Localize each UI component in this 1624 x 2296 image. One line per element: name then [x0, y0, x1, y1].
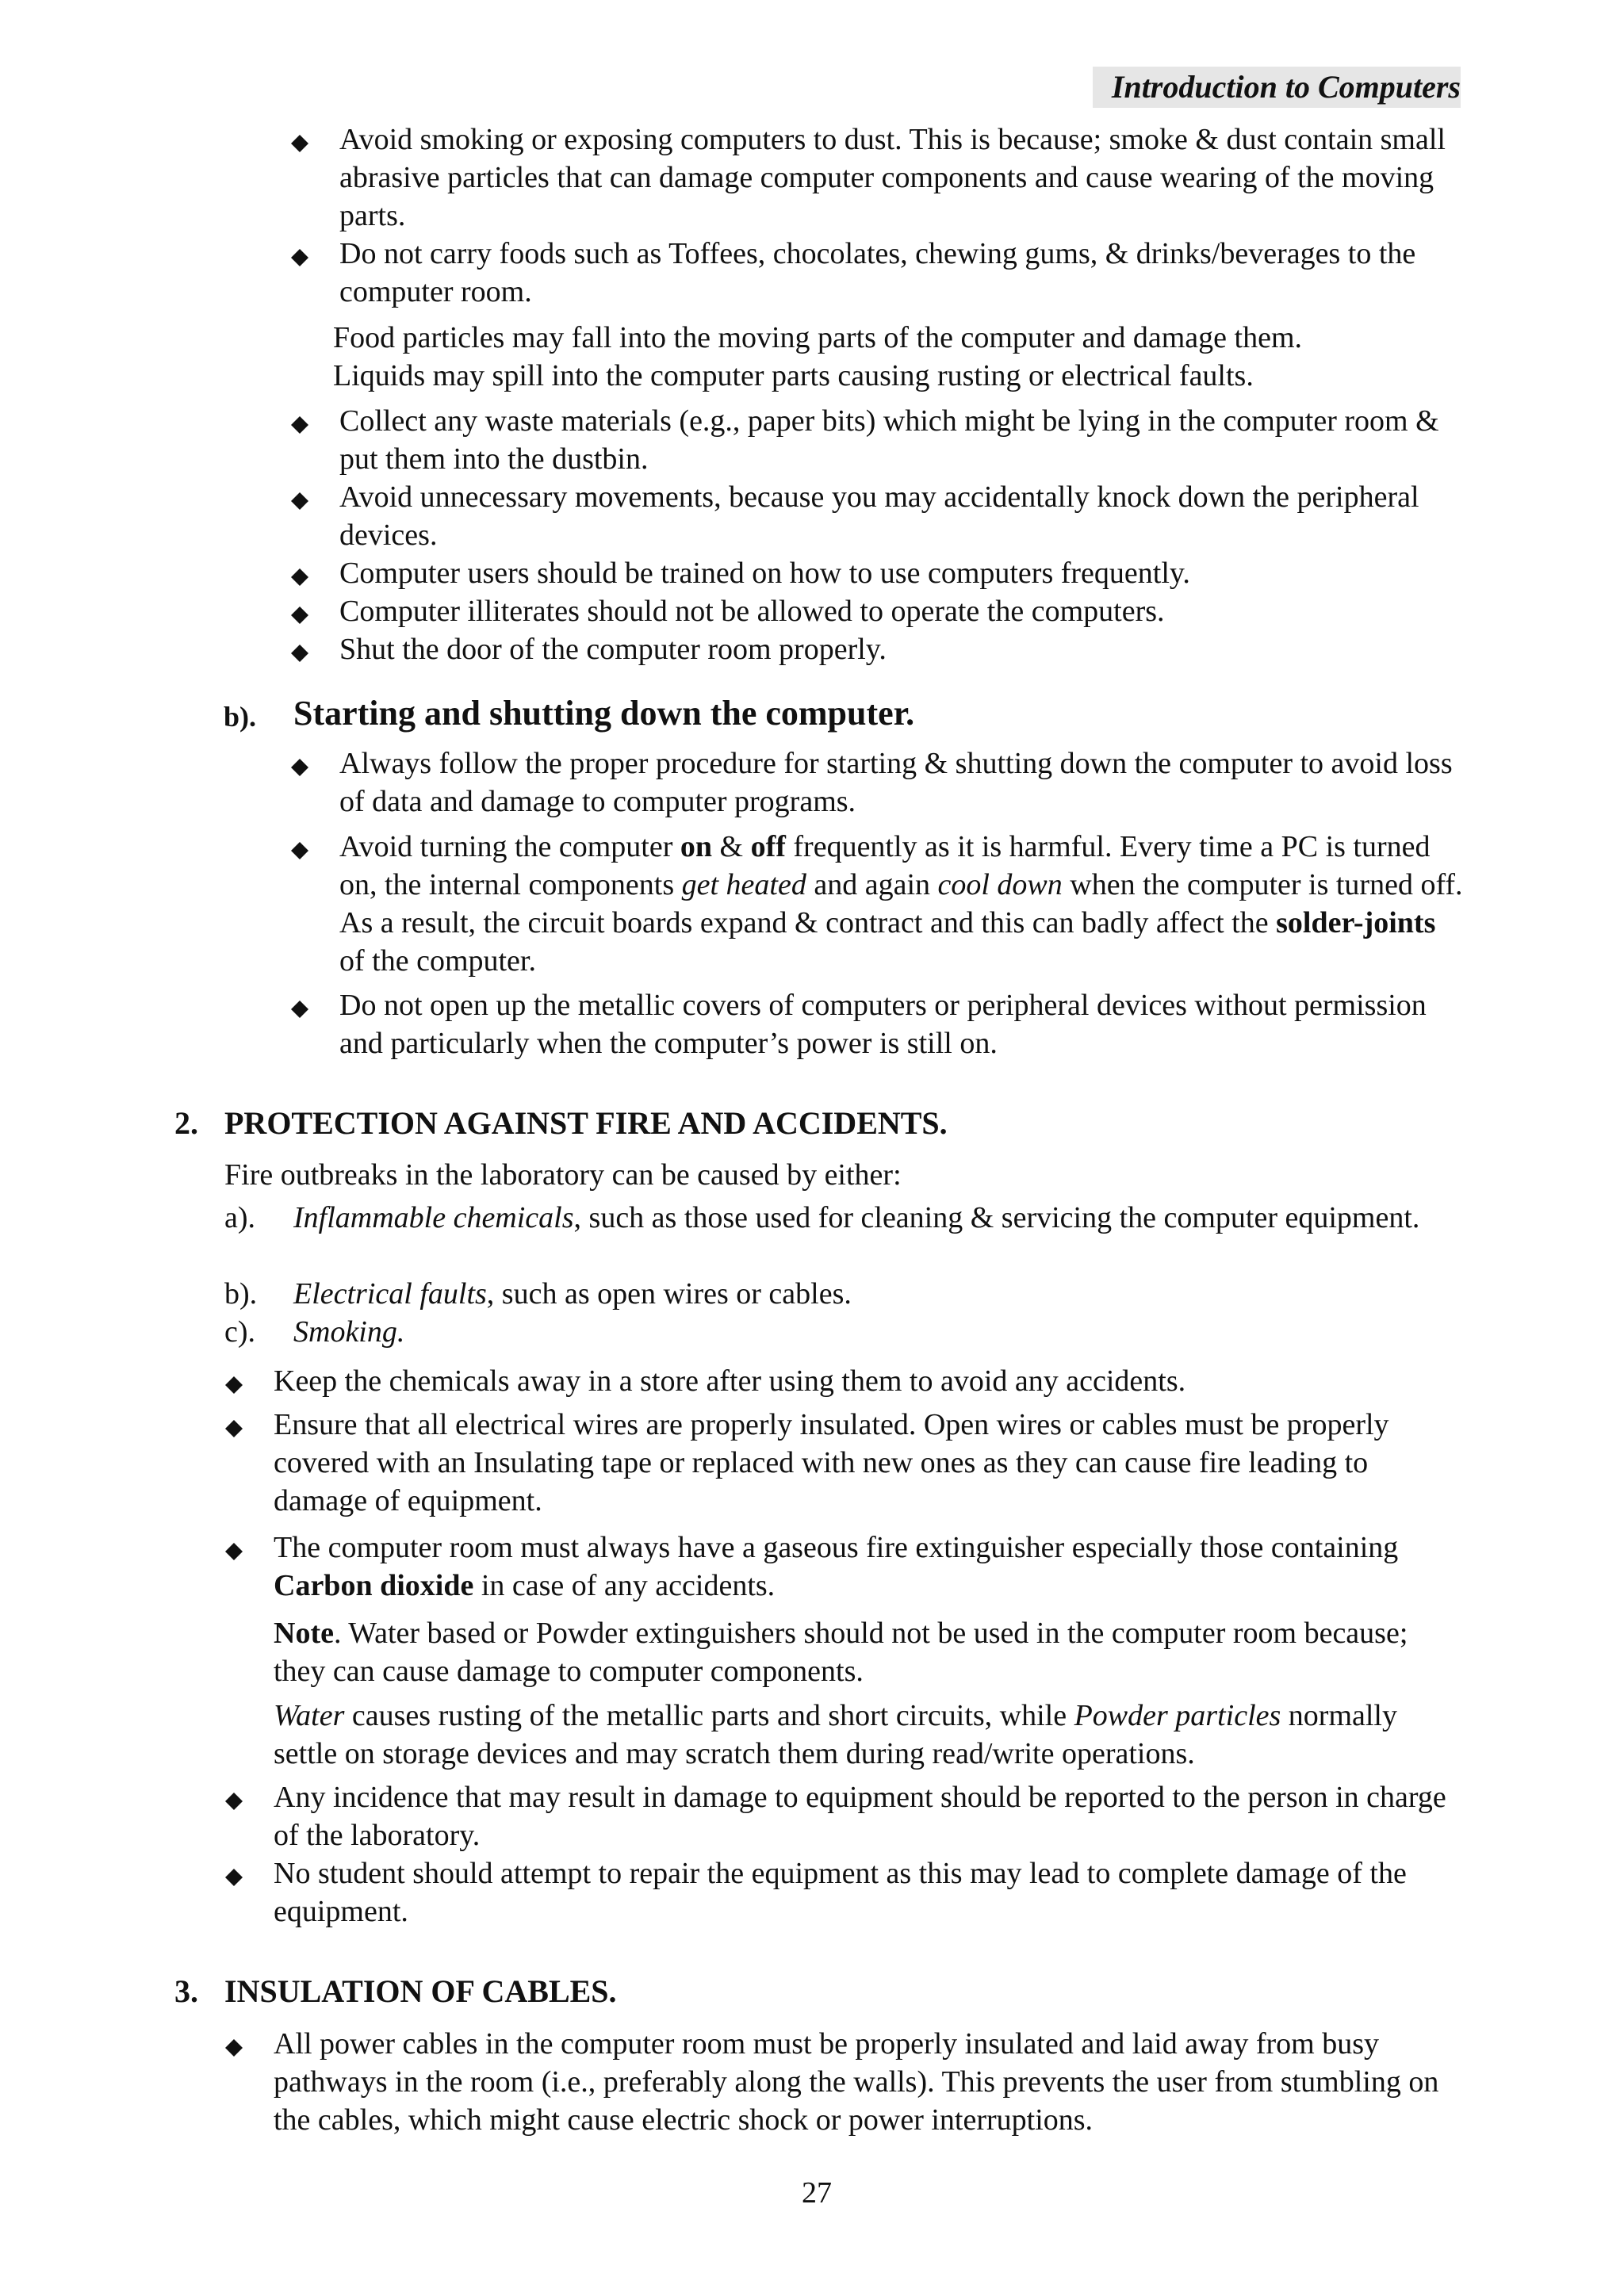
section-3-title: INSULATION OF CABLES. — [224, 1973, 617, 2009]
list-item: All power cables in the computer room must be properly insulated and laid away from busy pathways in the room (i.e., preferably along the walls). This prevents the user from stumbling on the cables, which might cause electric shock or power interruptions. — [274, 2027, 1439, 2137]
list-item: Computer users should be trained on how to use computers frequently. — [339, 557, 1190, 590]
section-3-number: 3. — [174, 1973, 198, 2009]
section-2-number: 2. — [174, 1105, 198, 1141]
diamond-bullet-icon — [288, 489, 312, 513]
running-header: Introduction to Computers — [1093, 67, 1461, 108]
section-2-intro: Fire outbreaks in the laboratory can be caused by either: — [224, 1158, 902, 1192]
list-item: Avoid unnecessary movements, because you may accidentally knock down the peripheral devices. — [339, 480, 1419, 552]
list-item: Ensure that all electrical wires are properly insulated. Open wires or cables must be properly covered with an Insulating tape or replaced with new ones as they can cause fire leading to damage of equipment. — [274, 1408, 1389, 1517]
diamond-bullet-icon — [222, 1789, 246, 1813]
section-2-title: PROTECTION AGAINST FIRE AND ACCIDENTS. — [224, 1105, 948, 1141]
page-number: 27 — [802, 2176, 832, 2210]
cause-item: Inflammable chemicals, such as those used for cleaning & servicing the computer equipment. — [293, 1201, 1420, 1234]
list-item: Always follow the proper procedure for starting & shutting down the computer to avoid loss of data and damage to computer programs. — [339, 747, 1453, 818]
diamond-bullet-icon — [288, 839, 312, 863]
cause-item: Smoking. — [293, 1315, 405, 1349]
diamond-bullet-icon — [288, 756, 312, 779]
list-item: Avoid smoking or exposing computers to dust. This is because; smoke & dust contain small abrasive particles that can damage computer components and cause wearing of the moving parts. — [339, 123, 1446, 232]
water-powder-note: Water causes rusting of the metallic parts and short circuits, while Powder particles normally settle on storage devices and may scratch them during read/write operations. — [274, 1699, 1397, 1770]
cause-item: Electrical faults, such as open wires or cables. — [293, 1277, 852, 1311]
food-note-2: Liquids may spill into the computer parts causing rusting or electrical faults. — [333, 359, 1254, 392]
diamond-bullet-icon — [288, 413, 312, 437]
cause-label: c). — [224, 1315, 256, 1349]
diamond-bullet-icon — [288, 641, 312, 665]
list-item: Collect any waste materials (e.g., paper bits) which might be lying in the computer room & put them into the dustbin. — [339, 404, 1439, 476]
diamond-bullet-icon — [222, 1866, 246, 1889]
list-item: Computer illiterates should not be allowed to operate the computers. — [339, 595, 1165, 628]
cause-label: b). — [224, 1277, 258, 1311]
cause-label: a). — [224, 1201, 256, 1234]
list-item: Keep the chemicals away in a store after using them to avoid any accidents. — [274, 1364, 1186, 1398]
list-item: Shut the door of the computer room properly. — [339, 633, 887, 666]
diamond-bullet-icon — [288, 997, 312, 1021]
list-item: No student should attempt to repair the equipment as this may lead to complete damage of the equipment. — [274, 1857, 1407, 1928]
diamond-bullet-icon — [288, 603, 312, 627]
diamond-bullet-icon — [288, 132, 312, 155]
list-item: Do not open up the metallic covers of computers or peripheral devices without permission and particularly when the computer’s power is still on. — [339, 989, 1427, 1060]
section-b-title: Starting and shutting down the computer. — [293, 694, 915, 733]
diamond-bullet-icon — [222, 1373, 246, 1397]
diamond-bullet-icon — [288, 246, 312, 270]
list-item: Do not carry foods such as Toffees, chocolates, chewing gums, & drinks/beverages to the computer room. — [339, 237, 1416, 308]
list-item: Avoid turning the computer on & off frequently as it is harmful. Every time a PC is turned on, the internal components get heated and again cool down when the computer is turned off. As a result, the circuit boards expand & contract and this can badly affect the solder-joints of the computer. — [339, 830, 1463, 978]
section-b-label: b). — [224, 701, 257, 733]
diamond-bullet-icon — [222, 2036, 246, 2060]
extinguisher-note: Note. Water based or Powder extinguishers should not be used in the computer room because; they can cause damage to computer components. — [274, 1617, 1408, 1688]
list-item: Any incidence that may result in damage to equipment should be reported to the person in charge of the laboratory. — [274, 1781, 1446, 1852]
list-item: The computer room must always have a gaseous fire extinguisher especially those containing Carbon dioxide in case of any accidents. — [274, 1531, 1399, 1602]
food-note-1: Food particles may fall into the moving parts of the computer and damage them. — [333, 321, 1303, 354]
diamond-bullet-icon — [222, 1540, 246, 1563]
diamond-bullet-icon — [288, 565, 312, 589]
diamond-bullet-icon — [222, 1417, 246, 1441]
